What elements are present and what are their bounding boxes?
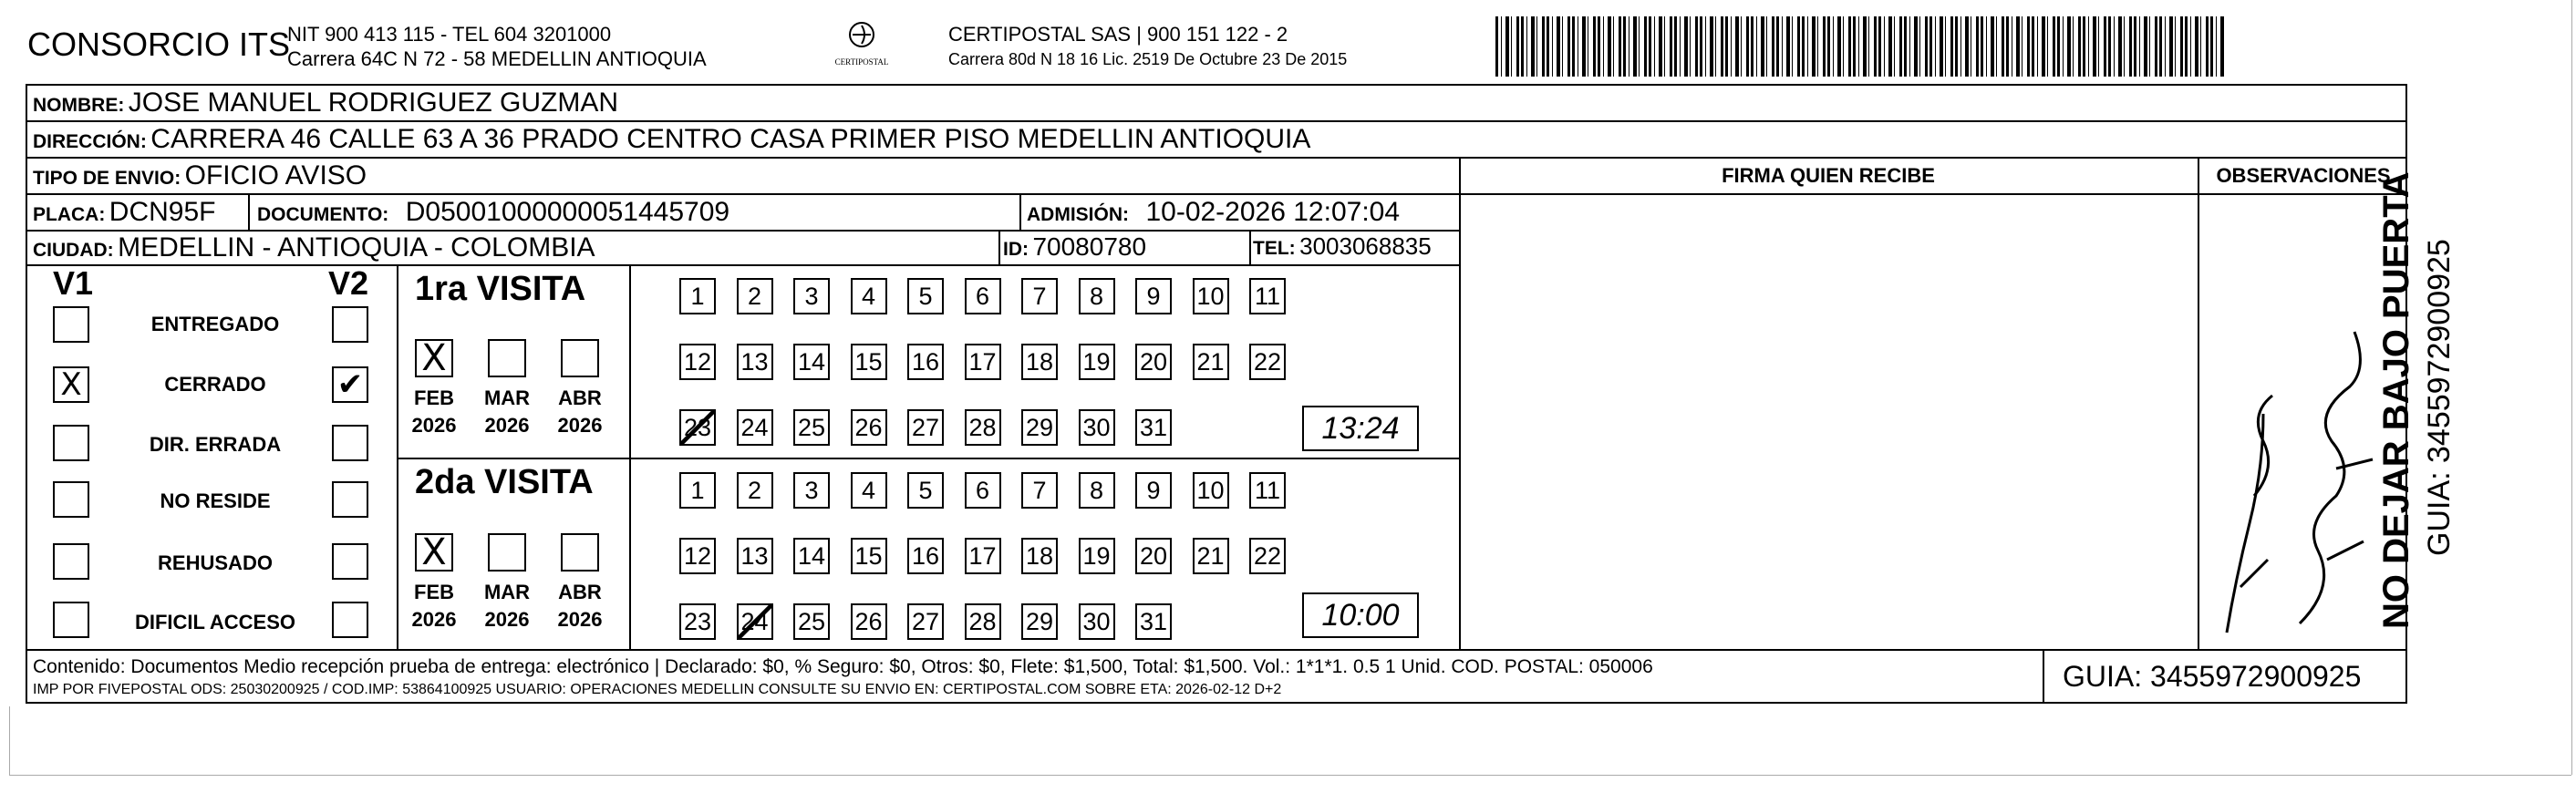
visit2-day-26[interactable]: 26 [851, 603, 887, 640]
visit2-day-11[interactable]: 11 [1249, 472, 1286, 509]
tipo-value: OFICIO AVISO [184, 160, 367, 191]
v1-checkbox-no-reside[interactable] [53, 481, 89, 518]
visit2-day-4[interactable]: 4 [851, 472, 887, 509]
footer-guia: GUIA: 3455972900925 [2063, 660, 2362, 693]
visit2-day-17[interactable]: 17 [965, 538, 1001, 574]
visit2-day-16[interactable]: 16 [907, 538, 944, 574]
visit1-month-abr-checkbox[interactable] [561, 339, 599, 377]
visit1-day-27[interactable]: 27 [907, 409, 944, 446]
status-label-entregado: ENTREGADO [150, 313, 280, 335]
visit1-day-29[interactable]: 29 [1021, 409, 1058, 446]
visit2-day-14[interactable]: 14 [793, 538, 830, 574]
visit2-day-3[interactable]: 3 [793, 472, 830, 509]
visit1-year-feb: 2026 [411, 414, 457, 437]
visit2-hour[interactable]: 10:00 [1302, 592, 1419, 638]
bottom-rule [9, 775, 2571, 776]
status-label-rehusado: REHUSADO [158, 551, 273, 574]
visit1-day-10[interactable]: 10 [1193, 278, 1229, 314]
direccion-field [33, 124, 1310, 155]
visit2-day-21[interactable]: 21 [1193, 538, 1229, 574]
ciudad-value: MEDELLIN - ANTIOQUIA - COLOMBIA [118, 232, 595, 263]
courier-info-line1: CERTIPOSTAL SAS | 900 151 122 - 2 [948, 23, 1288, 46]
side-guia: GUIA: 3455972900925 [2422, 239, 2457, 556]
v2-checkbox-entregado[interactable] [332, 306, 368, 343]
visit2-day-5[interactable]: 5 [907, 472, 944, 509]
visit2-day-30[interactable]: 30 [1079, 603, 1115, 640]
visit2-day-22[interactable]: 22 [1249, 538, 1286, 574]
visit2-day-29[interactable]: 29 [1021, 603, 1058, 640]
visit1-year-abr: 2026 [557, 414, 603, 437]
visit2-day-18[interactable]: 18 [1021, 538, 1058, 574]
visit1-day-1[interactable]: 1 [679, 278, 716, 314]
visit1-day-3[interactable]: 3 [793, 278, 830, 314]
visit2-day-24[interactable]: 24 [737, 603, 773, 640]
courier-logo-text: CERTIPOSTAL [834, 57, 889, 67]
v1-checkbox-dificil-acceso[interactable] [53, 602, 89, 638]
visit1-day-16[interactable]: 16 [907, 344, 944, 380]
visit1-day-14[interactable]: 14 [793, 344, 830, 380]
documento-value: D05001000000051445709 [405, 197, 730, 227]
visit1-day-18[interactable]: 18 [1021, 344, 1058, 380]
direccion-value: CARRERA 46 CALLE 63 A 36 PRADO CENTRO CASA PRIMER PISO MEDELLIN ANTIOQUIA [150, 124, 1311, 154]
id-field [1003, 232, 1146, 262]
company-info-line2: Carrera 64C N 72 - 58 MEDELLIN ANTIOQUIA [287, 47, 707, 70]
visit1-month-feb-checkbox[interactable]: X [415, 339, 453, 377]
visit2-day-13[interactable]: 13 [737, 538, 773, 574]
barcode [1495, 16, 2225, 77]
id-value: 70080780 [1032, 232, 1147, 261]
ciudad-field [33, 232, 595, 263]
company-name: CONSORCIO ITS [27, 26, 291, 63]
v1-label: V1 [53, 264, 94, 302]
visit1-day-24[interactable]: 24 [737, 409, 773, 446]
v2-checkbox-dir-errada[interactable] [332, 425, 368, 461]
visit2-day-7[interactable]: 7 [1021, 472, 1058, 509]
courier-logo [830, 20, 894, 75]
admision-field [1027, 197, 1400, 228]
visit2-title: 2da VISITA [415, 463, 594, 501]
visit1-day-15[interactable]: 15 [851, 344, 887, 380]
v1-checkbox-entregado[interactable] [53, 306, 89, 343]
status-label-cerrado: CERRADO [164, 373, 266, 396]
visit1-day-22[interactable]: 22 [1249, 344, 1286, 380]
visit1-day-19[interactable]: 19 [1079, 344, 1115, 380]
visit1-day-20[interactable]: 20 [1135, 344, 1172, 380]
visit1-month-abr: ABR [558, 386, 602, 409]
nombre-field [33, 88, 618, 118]
tel-field [1253, 232, 1432, 261]
visit2-day-9[interactable]: 9 [1135, 472, 1172, 509]
visit2-day-20[interactable]: 20 [1135, 538, 1172, 574]
visit2-month-mar-checkbox[interactable] [488, 533, 526, 572]
visit1-day-11[interactable]: 11 [1249, 278, 1286, 314]
tel-label: TEL: [1253, 238, 1296, 259]
visit1-day-23[interactable]: 23 [679, 409, 716, 446]
visit1-title: 1ra VISITA [415, 270, 586, 308]
admision-label: ADMISIÓN: [1027, 204, 1129, 225]
visit2-day-27[interactable]: 27 [907, 603, 944, 640]
visit2-day-25[interactable]: 25 [793, 603, 830, 640]
visit2-day-23[interactable]: 23 [679, 603, 716, 640]
documento-label: DOCUMENTO: [257, 204, 389, 225]
direccion-label: DIRECCIÓN: [33, 131, 147, 152]
side-warning: NO DEJAR BAJO PUERTA [2376, 171, 2416, 629]
status-label-dir-errada: DIR. ERRADA [149, 433, 282, 456]
visit1-day-13[interactable]: 13 [737, 344, 773, 380]
visit2-year-mar: 2026 [484, 608, 530, 631]
visit1-hour[interactable]: 13:24 [1302, 406, 1419, 451]
v2-checkbox-rehusado[interactable] [332, 543, 368, 580]
visit2-month-feb: FEB [414, 581, 454, 603]
firma-area[interactable] [1461, 195, 2196, 647]
visit2-year-abr: 2026 [557, 608, 603, 631]
courier-info-line2: Carrera 80d N 18 16 Lic. 2519 De Octubre 23 De 2015 [948, 50, 1348, 68]
v1-checkbox-rehusado[interactable] [53, 543, 89, 580]
handwritten-signature-icon [2199, 195, 2405, 647]
tipo-label: TIPO DE ENVIO: [33, 168, 181, 189]
id-label: ID: [1003, 239, 1029, 260]
visit1-month-mar: MAR [483, 386, 531, 409]
visit1-day-12[interactable]: 12 [679, 344, 716, 380]
v2-checkbox-cerrado[interactable]: ✔ [332, 366, 368, 403]
visit2-day-15[interactable]: 15 [851, 538, 887, 574]
observaciones-label: OBSERVACIONES [2216, 164, 2391, 187]
placa-field [33, 197, 215, 228]
visit1-day-6[interactable]: 6 [965, 278, 1001, 314]
visit2-day-31[interactable]: 31 [1135, 603, 1172, 640]
visit2-month-abr-checkbox[interactable] [561, 533, 599, 572]
visit1-day-26[interactable]: 26 [851, 409, 887, 446]
left-rule [9, 706, 10, 775]
visit2-day-2[interactable]: 2 [737, 472, 773, 509]
footer-line2: IMP POR FIVEPOSTAL ODS: 25030200925 / COD.IMP: 53864100925 USUARIO: OPERACIONES MEDELLIN CONSULTE SU ENVIO EN: CERTIPOSTAL.COM SOBRE ETA: 2026-02-12 D+2 [33, 682, 1282, 697]
visit1-day-21[interactable]: 21 [1193, 344, 1229, 380]
visit1-day-4[interactable]: 4 [851, 278, 887, 314]
visit1-day-8[interactable]: 8 [1079, 278, 1115, 314]
observaciones-handwriting [2199, 195, 2405, 647]
placa-value: DCN95F [109, 197, 216, 227]
v2-checkbox-no-reside[interactable] [332, 481, 368, 518]
documento-field [257, 197, 729, 228]
status-label-dificil-acceso: DIFICIL ACCESO [134, 611, 295, 633]
visit2-month-feb-checkbox[interactable]: X [415, 533, 453, 572]
v1-checkbox-cerrado[interactable]: X [53, 366, 89, 403]
visit2-month-abr: ABR [558, 581, 602, 603]
nombre-label: NOMBRE: [33, 95, 125, 116]
visit2-month-mar: MAR [483, 581, 531, 603]
tel-value: 3003068835 [1299, 232, 1432, 260]
visit2-day-1[interactable]: 1 [679, 472, 716, 509]
visit1-day-30[interactable]: 30 [1079, 409, 1115, 446]
footer-line1: Contenido: Documentos Medio recepción prueba de entrega: electrónico | Declarado: $0, % Seguro: $0, Otros: $0, Flete: $1,500, Total: $1,500. Vol.: 1*1*1. 0.5 1 Unid. COD. POSTAL: 050006 [33, 656, 1653, 677]
v2-checkbox-dificil-acceso[interactable] [332, 602, 368, 638]
visit1-day-17[interactable]: 17 [965, 344, 1001, 380]
admision-value: 10-02-2026 12:07:04 [1145, 197, 1401, 227]
v1-checkbox-dir-errada[interactable] [53, 425, 89, 461]
right-rule [2571, 0, 2572, 775]
visit1-day-28[interactable]: 28 [965, 409, 1001, 446]
visit2-day-19[interactable]: 19 [1079, 538, 1115, 574]
courier-logo-icon [843, 20, 880, 53]
visit1-month-feb: FEB [414, 386, 454, 409]
visit1-year-mar: 2026 [484, 414, 530, 437]
tipo-field [33, 160, 367, 191]
visit2-year-feb: 2026 [411, 608, 457, 631]
nombre-value: JOSE MANUEL RODRIGUEZ GUZMAN [128, 88, 619, 118]
visit1-day-9[interactable]: 9 [1135, 278, 1172, 314]
v2-label: V2 [328, 264, 369, 302]
visit2-day-12[interactable]: 12 [679, 538, 716, 574]
visit1-day-31[interactable]: 31 [1135, 409, 1172, 446]
ciudad-label: CIUDAD: [33, 240, 114, 261]
visit1-day-2[interactable]: 2 [737, 278, 773, 314]
company-info-line1: NIT 900 413 115 - TEL 604 3201000 [287, 23, 612, 46]
visit2-day-8[interactable]: 8 [1079, 472, 1115, 509]
visit1-month-mar-checkbox[interactable] [488, 339, 526, 377]
visit2-day-6[interactable]: 6 [965, 472, 1001, 509]
visit1-day-5[interactable]: 5 [907, 278, 944, 314]
firma-label: FIRMA QUIEN RECIBE [1722, 164, 1935, 187]
visit1-day-7[interactable]: 7 [1021, 278, 1058, 314]
placa-label: PLACA: [33, 204, 106, 225]
status-label-no-reside: NO RESIDE [160, 489, 271, 512]
visit2-day-28[interactable]: 28 [965, 603, 1001, 640]
visit1-day-25[interactable]: 25 [793, 409, 830, 446]
visit2-day-10[interactable]: 10 [1193, 472, 1229, 509]
